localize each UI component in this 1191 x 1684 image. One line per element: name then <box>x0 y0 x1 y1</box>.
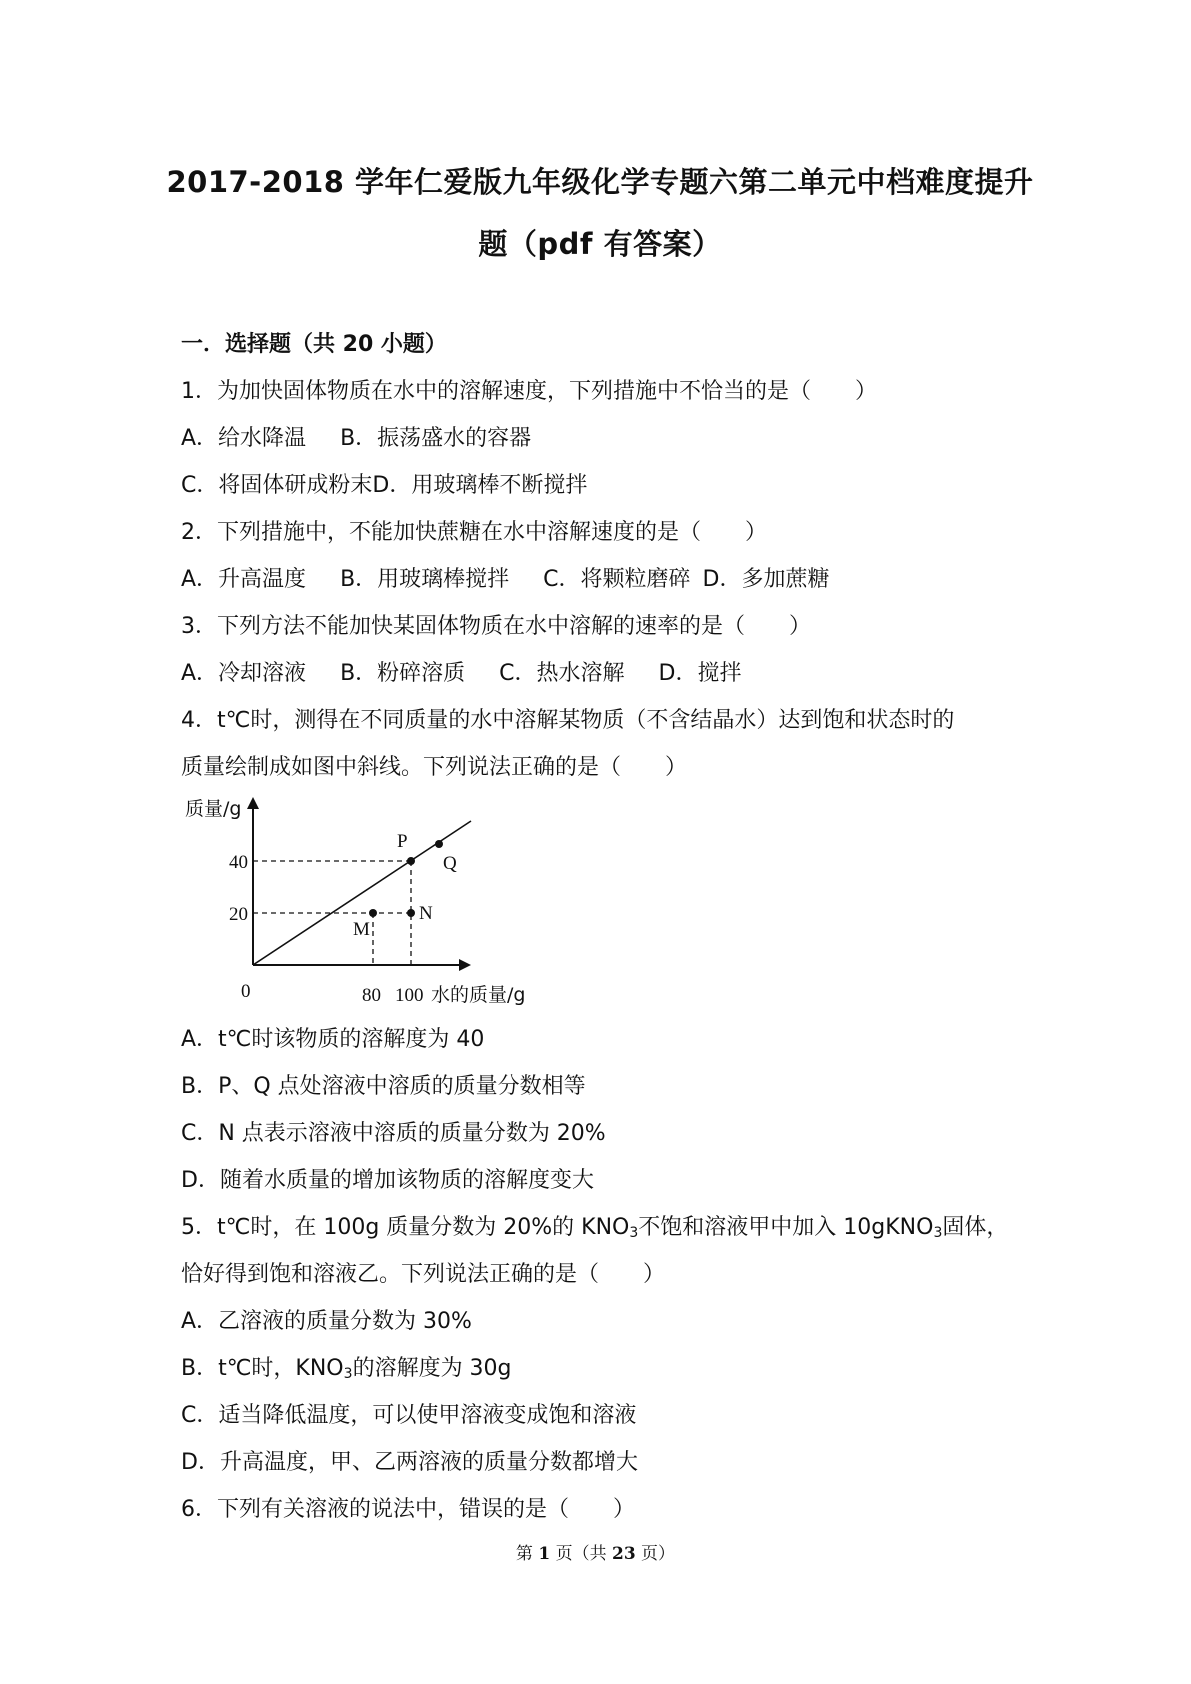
q3-option-a: A．冷却溶液 <box>181 661 307 686</box>
q4-option-c: C．N 点表示溶液中溶质的质量分数为 20% <box>181 1121 606 1146</box>
label-p: P <box>397 831 408 852</box>
q3-option-c: C．热水溶解 <box>499 661 625 686</box>
q4-option-b: B．P、Q 点处溶液中溶质的质量分数相等 <box>181 1074 586 1099</box>
q1-options-row1 <box>181 424 531 454</box>
y-tick-40: 40 <box>229 852 248 873</box>
point-n <box>407 909 415 917</box>
point-m <box>369 909 377 917</box>
solubility-graph <box>181 793 551 1013</box>
x-axis-arrow <box>459 959 471 971</box>
q2-option-b: B．用玻璃棒搅拌 <box>340 567 510 592</box>
q5-option-a: A．乙溶液的质量分数为 30% <box>181 1309 472 1334</box>
q1-option-a: A．给水降温 <box>181 426 307 451</box>
q5-stem-line1 <box>181 1213 1008 1248</box>
label-n: N <box>419 903 433 924</box>
q5-option-b-part-a: B．t℃时，KNO <box>181 1356 344 1381</box>
footer-post: 页） <box>635 1544 676 1564</box>
doc-title-line2: 题（pdf 有答案） <box>478 227 722 261</box>
q2-option-d: D．多加蔗糖 <box>702 567 830 592</box>
q1-option-c: C．将固体研成粉末 <box>181 473 373 498</box>
y-axis-arrow <box>247 797 259 809</box>
q3-option-b: B．粉碎溶质 <box>340 661 466 686</box>
q5-subscript-2: 3 <box>933 1225 943 1241</box>
y-tick-20: 20 <box>229 904 248 925</box>
section-heading: 一．选择题（共 20 小题） <box>181 332 447 357</box>
q3-stem: 3．下列方法不能加快某固体物质在水中溶解的速率的是（ ） <box>181 614 811 639</box>
footer-mid: 页（共 <box>550 1544 612 1564</box>
origin-label: 0 <box>241 981 251 1002</box>
q1-options-row2 <box>181 471 587 501</box>
q5-stem-line2: 恰好得到饱和溶液乙。下列说法正确的是（ ） <box>181 1262 666 1287</box>
q2-option-c: C．将颗粒磨碎 <box>543 567 691 592</box>
x-tick-80: 80 <box>362 985 381 1006</box>
q5-option-c: C．适当降低温度，可以使甲溶液变成饱和溶液 <box>181 1403 637 1428</box>
footer-pre: 第 <box>515 1544 539 1564</box>
q5-stem-part-a: 5．t℃时，在 100g 质量分数为 20%的 KNO <box>181 1215 630 1240</box>
x-axis-label: 水的质量/g <box>431 984 526 1006</box>
q4-stem-line2: 质量绘制成如图中斜线。下列说法正确的是（ ） <box>181 755 688 780</box>
x-tick-100: 100 <box>395 985 424 1006</box>
q5-subscript-1: 3 <box>629 1225 639 1241</box>
q4-stem-line1: 4．t℃时，测得在不同质量的水中溶解某物质（不含结晶水）达到饱和状态时的 <box>181 708 955 733</box>
page-footer <box>0 1539 1191 1564</box>
q2-stem: 2．下列措施中，不能加快蔗糖在水中溶解速度的是（ ） <box>181 520 767 545</box>
y-axis-label: 质量/g <box>185 798 242 820</box>
doc-title-line1: 2017-2018 学年仁爱版九年级化学专题六第二单元中档难度提升 <box>166 165 1034 199</box>
q4-option-a: A．t℃时该物质的溶解度为 40 <box>181 1027 485 1052</box>
footer-total-pages: 23 <box>611 1544 636 1564</box>
label-q: Q <box>443 853 457 874</box>
q6-stem: 6．下列有关溶液的说法中，错误的是（ ） <box>181 1497 635 1522</box>
q5-stem-part-b: 不饱和溶液甲中加入 10gKNO <box>638 1215 934 1240</box>
q5-option-d: D．升高温度，甲、乙两溶液的质量分数都增大 <box>181 1450 638 1475</box>
q5-option-b-part-b: 的溶解度为 30g <box>352 1356 512 1381</box>
q2-options <box>181 565 829 595</box>
q5-option-b <box>181 1354 512 1389</box>
q3-option-d: D．搅拌 <box>658 661 742 686</box>
q5-option-b-subscript: 3 <box>343 1366 353 1382</box>
q1-option-b: B．振荡盛水的容器 <box>340 426 532 451</box>
q2-option-a: A．升高温度 <box>181 567 307 592</box>
q4-option-d: D．随着水质量的增加该物质的溶解度变大 <box>181 1168 594 1193</box>
q1-option-d: D．用玻璃棒不断搅拌 <box>372 473 588 498</box>
q5-stem-part-c: 固体， <box>942 1215 1009 1240</box>
point-p <box>407 857 415 865</box>
q3-options <box>181 659 741 689</box>
footer-page-number: 1 <box>538 1544 551 1564</box>
point-q <box>435 840 443 848</box>
q1-stem: 1．为加快固体物质在水中的溶解速度，下列措施中不恰当的是（ ） <box>181 379 877 404</box>
label-m: M <box>353 919 370 940</box>
